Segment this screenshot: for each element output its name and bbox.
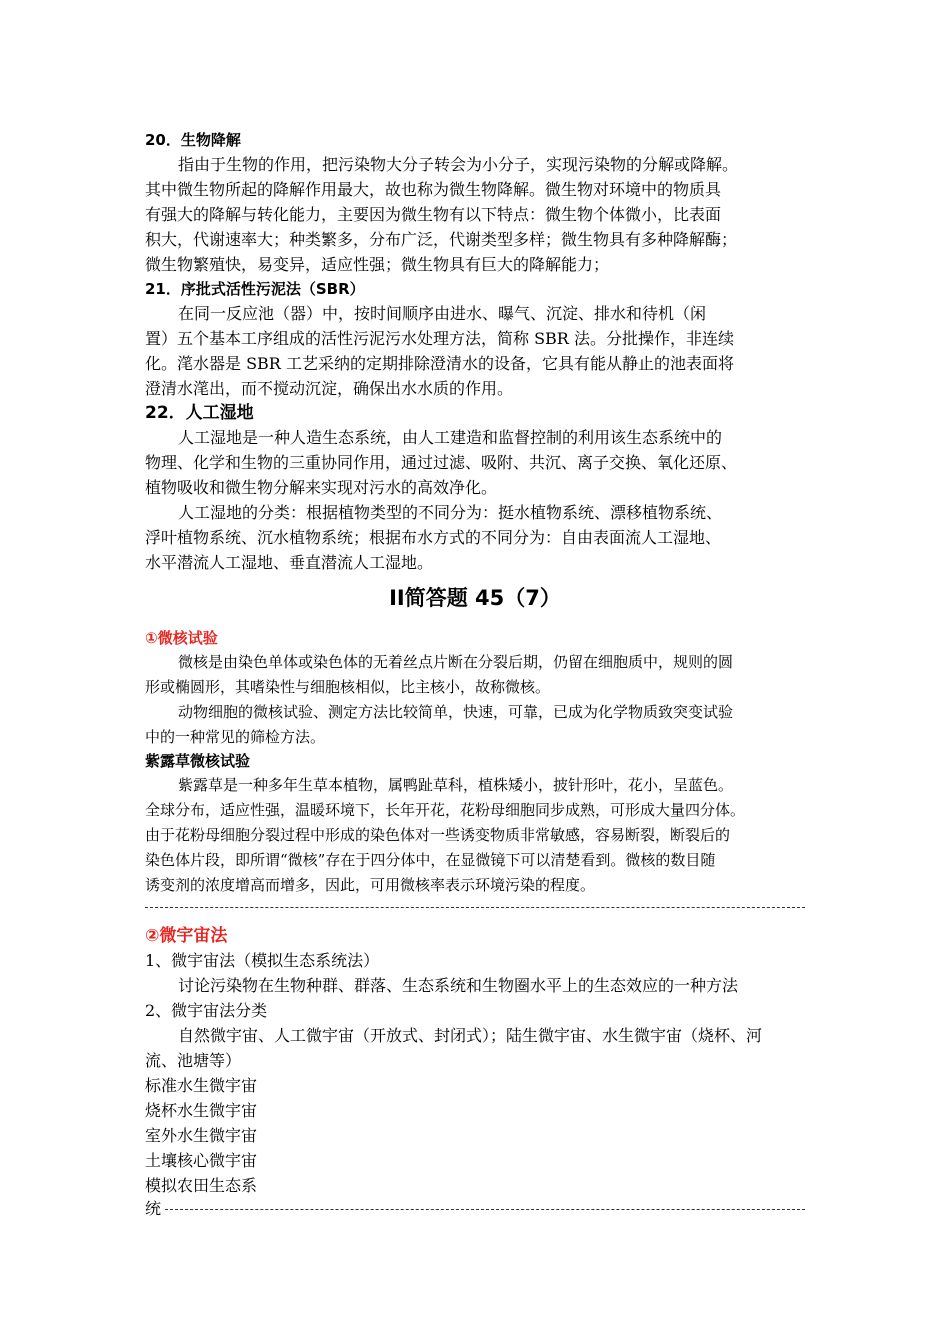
paragraph-line: 物理、化学和生物的三重协同作用，通过过滤、吸附、共沉、离子交换、氧化还原、 — [145, 453, 738, 472]
paragraph-line: 1、微宇宙法（模拟生态系统法） — [145, 951, 380, 970]
paragraph-line: 讨论污染物在生物种群、群落、生态系统和生物圈水平上的生态效应的一种方法 — [178, 976, 739, 995]
paragraph-line: 流、池塘等） — [145, 1051, 242, 1070]
list-item: 室外水生微宇宙 — [145, 1126, 258, 1145]
paragraph-line: 动物细胞的微核试验、测定方法比较简单，快速，可靠，已成为化学物质致突变试验 — [178, 703, 734, 721]
paragraph-line: 人工湿地的分类：根据植物类型的不同分为：挺水植物系统、漂移植物系统、 — [178, 503, 723, 522]
paragraph-line: 植物吸收和微生物分解来实现对污水的高效净化。 — [145, 478, 498, 497]
paragraph-line: 指由于生物的作用，把污染物大分子转会为小分子，实现污染物的分解或降解。 — [178, 155, 739, 174]
paragraph-line: 微生物繁殖快，易变异，适应性强；微生物具有巨大的降解能力； — [145, 255, 610, 274]
paragraph-line: 澄清水滗出，而不搅动沉淀，确保出水水质的作用。 — [145, 379, 514, 398]
dashed-separator — [165, 1209, 805, 1210]
paragraph-line: 微核是由染色单体或染色体的无着丝点片断在分裂后期，仍留在细胞质中，规则的圆 — [178, 653, 734, 671]
paragraph-line: 浮叶植物系统、沉水植物系统；根据布水方式的不同分为：自由表面流人工湿地、 — [145, 528, 722, 547]
microcosm-heading: ②微宇宙法 — [145, 926, 228, 946]
list-item: 烧杯水生微宇宙 — [145, 1101, 258, 1120]
tradescantia-heading: 紫露草微核试验 — [145, 752, 251, 770]
paragraph-line: 紫露草是一种多年生草本植物，属鸭趾草科，植株矮小，披针形叶，花小，呈蓝色。 — [178, 776, 734, 794]
paragraph-line: 形或椭圆形，其嗜染性与细胞核相似，比主核小，故称微核。 — [145, 678, 551, 696]
section-21-heading: 21．序批式活性污泥法（SBR） — [145, 280, 365, 298]
dashed-separator — [145, 907, 805, 908]
paragraph-line: 人工湿地是一种人造生态系统，由人工建造和监督控制的利用该生态系统中的 — [178, 428, 723, 447]
paragraph-line: 中的一种常见的筛检方法。 — [145, 728, 326, 746]
paragraph-line: 积大，代谢速率大；种类繁多，分布广泛，代谢类型多样；微生物具有多种降解酶； — [145, 230, 738, 249]
paragraph-line: 有强大的降解与转化能力，主要因为微生物有以下特点：微生物个体微小，比表面 — [145, 205, 722, 224]
paragraph-line: 全球分布，适应性强，温暖环境下，长年开花，花粉母细胞同步成熟，可形成大量四分体。 — [145, 801, 746, 819]
paragraph-line: 其中微生物所起的降解作用最大，故也称为微生物降解。微生物对环境中的物质具 — [145, 180, 722, 199]
paragraph-line: 置）五个基本工序组成的活性污泥污水处理方法，简称 SBR 法。分批操作，非连续 — [145, 329, 734, 348]
paragraph-line: 在同一反应池（器）中，按时间顺序由进水、曝气、沉淀、排水和待机（闲 — [178, 304, 707, 323]
tail-text: 统 — [145, 1199, 162, 1218]
list-item: 标准水生微宇宙 — [145, 1076, 258, 1095]
paragraph-line: 水平潜流人工湿地、垂直潜流人工湿地。 — [145, 553, 434, 572]
paragraph-line: 由于花粉母细胞分裂过程中形成的染色体对一些诱变物质非常敏感，容易断裂，断裂后的 — [145, 826, 731, 844]
list-item: 土壤核心微宇宙 — [145, 1151, 258, 1170]
section-20-heading: 20．生物降解 — [145, 131, 241, 149]
paragraph-line: 2、微宇宙法分类 — [145, 1001, 268, 1020]
paragraph-line: 化。滗水器是 SBR 工艺采纳的定期排除澄清水的设备，它具有能从静止的池表面将 — [145, 354, 734, 373]
paragraph-line: 诱变剂的浓度增高而增多，因此，可用微核率表示环境污染的程度。 — [145, 876, 596, 894]
section-22-heading: 22．人工湿地 — [145, 403, 254, 423]
micronucleus-heading: ①微核试验 — [145, 629, 218, 647]
paragraph-line: 染色体片段，即所谓“微核”存在于四分体中，在显微镜下可以清楚看到。微核的数目随 — [145, 851, 716, 869]
part-2-title: II简答题 45（7） — [389, 586, 561, 610]
paragraph-line: 自然微宇宙、人工微宇宙（开放式、封闭式）；陆生微宇宙、水生微宇宙（烧杯、河 — [178, 1026, 763, 1045]
list-item-tail — [145, 1197, 805, 1221]
list-item: 模拟农田生态系 — [145, 1176, 258, 1195]
